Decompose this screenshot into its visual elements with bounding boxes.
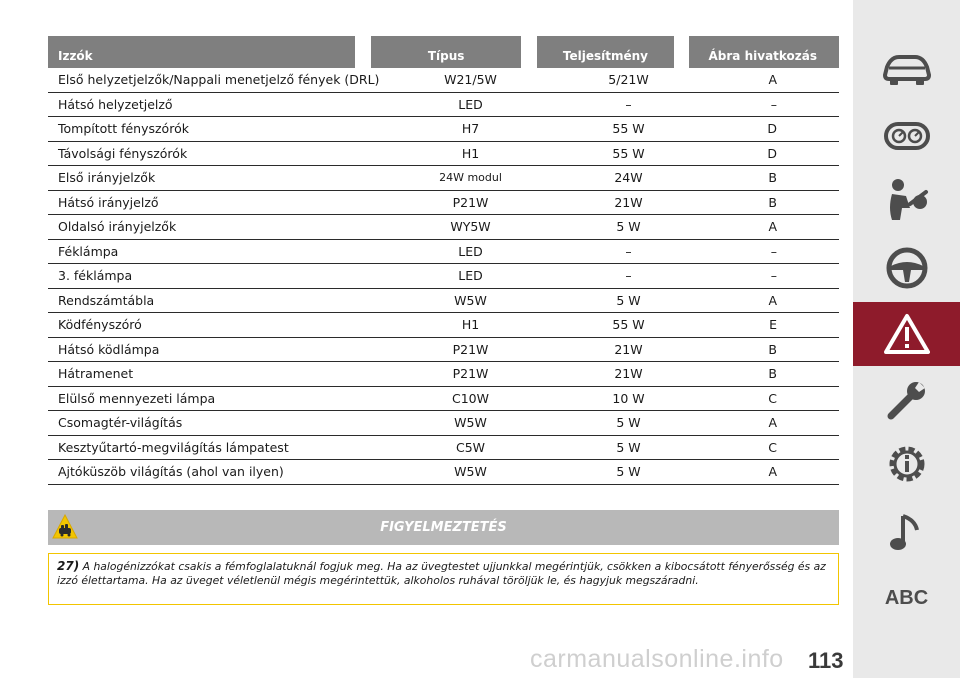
warning-triangle-icon: [884, 313, 930, 355]
figure-ref-cell: C: [768, 390, 777, 406]
warning-number: 27): [57, 559, 80, 573]
bulb-name-cell: Ajtóküszöb világítás (ahol van ilyen): [58, 464, 284, 480]
bulb-power-cell: 24W: [614, 170, 643, 186]
figure-ref-cell: –: [770, 96, 777, 112]
bulb-type-cell: C5W: [455, 439, 486, 455]
bulb-name-cell: Tompított fényszórók: [58, 121, 189, 137]
chapter-sidebar: [853, 0, 960, 678]
table-row: [48, 215, 839, 240]
bulb-name-cell: 3. féklámpa: [58, 268, 133, 284]
table-row: [48, 313, 839, 338]
table-row: [48, 166, 839, 191]
bulb-name-cell: Hátsó ködlámpa: [58, 341, 160, 357]
sidebar-item-dashboard[interactable]: [853, 104, 960, 168]
bulb-name-cell: Első irányjelzők: [58, 170, 156, 186]
bulb-type-cell: W5W: [454, 415, 487, 431]
figure-ref-cell: A: [768, 415, 777, 431]
bulb-power-cell: 21W: [614, 194, 643, 210]
figure-ref-cell: D: [767, 121, 777, 137]
table-row: [48, 142, 839, 167]
bulb-type-cell: C10W: [452, 390, 489, 406]
figure-ref-cell: –: [770, 243, 777, 259]
sidebar-item-safety[interactable]: [853, 168, 960, 232]
bulb-power-cell: 5 W: [616, 219, 641, 235]
car-icon: [881, 53, 933, 87]
figure-ref-cell: D: [767, 145, 777, 161]
bulb-type-cell: LED: [458, 243, 483, 259]
figure-ref-cell: B: [768, 341, 777, 357]
steering-wheel-icon: [885, 246, 929, 290]
bulb-power-cell: 55 W: [612, 121, 645, 137]
bulb-type-cell: P21W: [452, 366, 489, 382]
warning-hand-icon: [52, 514, 78, 540]
bulb-name-cell: Ködfényszóró: [58, 317, 142, 333]
figure-ref-cell: A: [768, 219, 777, 235]
figure-ref-cell: B: [768, 366, 777, 382]
info-gear-icon: [885, 442, 929, 486]
table-row: [48, 436, 839, 461]
bulb-name-cell: Elülső mennyezeti lámpa: [58, 390, 216, 406]
page-number: 113: [808, 648, 844, 673]
dashboard-gauges-icon: [884, 121, 930, 151]
wrench-icon: [885, 378, 929, 422]
bulb-power-cell: 55 W: [612, 317, 645, 333]
figure-ref-cell: E: [769, 317, 777, 333]
figure-ref-cell: B: [768, 170, 777, 186]
table-header: [48, 36, 839, 68]
bulb-name-cell: Féklámpa: [58, 243, 119, 259]
warning-text: A halogénizzókat csakis a fémfoglalatuknál fogjuk meg. Ha az üvegtestet ujjunkkal megérintjük, csökken a kibocsátott fényerősség és az izzó élettartama. Ha az üveget véletlenül mégis megérintettük, alkoholos ruhával töröljük le, és hagyjuk megszáradni.: [57, 560, 826, 587]
table-row: [48, 93, 839, 118]
bulb-name-cell: Hátsó helyzetjelző: [58, 96, 173, 112]
bulb-type-cell: LED: [458, 96, 483, 112]
table-row: [48, 117, 839, 142]
bulb-type-cell: WY5W: [450, 219, 491, 235]
bulb-type-cell: W21/5W: [444, 72, 497, 88]
bulb-power-cell: 5 W: [616, 439, 641, 455]
figure-ref-cell: A: [768, 292, 777, 308]
bulb-table: [48, 36, 839, 485]
sidebar-item-index[interactable]: [853, 566, 960, 630]
bulb-power-cell: –: [625, 268, 632, 284]
header-figure-reference: Ábra hivatkozás: [689, 36, 839, 68]
bulb-type-cell: LED: [458, 268, 483, 284]
bulb-power-cell: 5 W: [616, 415, 641, 431]
sidebar-item-emergency[interactable]: [853, 302, 960, 366]
bulb-type-cell: W5W: [454, 464, 487, 480]
bulb-type-cell: W5W: [454, 292, 487, 308]
table-row: [48, 338, 839, 363]
table-body: [48, 68, 839, 485]
bulb-power-cell: 5 W: [616, 464, 641, 480]
bulb-power-cell: 55 W: [612, 145, 645, 161]
music-note-icon: [889, 510, 925, 554]
bulb-power-cell: –: [625, 96, 632, 112]
bulb-name-cell: Távolsági fényszórók: [58, 145, 188, 161]
figure-ref-cell: A: [768, 464, 777, 480]
bulb-name-cell: Első helyzetjelzők/Nappali menetjelző fények (DRL): [58, 72, 380, 88]
bulb-name-cell: Csomagtér-világítás: [58, 415, 183, 431]
bulb-type-cell: P21W: [452, 194, 489, 210]
table-row: [48, 191, 839, 216]
table-row: [48, 264, 839, 289]
bulb-power-cell: 21W: [614, 341, 643, 357]
bulb-type-cell: H1: [461, 145, 480, 161]
bulb-power-cell: 21W: [614, 366, 643, 382]
bulb-name-cell: Oldalsó irányjelzők: [58, 219, 177, 235]
abc-index-icon: ABC: [884, 586, 929, 609]
table-row: [48, 362, 839, 387]
bulb-power-cell: –: [625, 243, 632, 259]
table-row: [48, 240, 839, 265]
sidebar-item-multimedia[interactable]: [853, 500, 960, 564]
bulb-power-cell: 5/21W: [608, 72, 649, 88]
warning-header: [48, 510, 839, 545]
table-row: [48, 460, 839, 485]
figure-ref-cell: B: [768, 194, 777, 210]
bulb-type-cell: H7: [461, 121, 480, 137]
warning-title: FIGYELMEZTETÉS: [380, 520, 507, 535]
sidebar-item-technical-data[interactable]: [853, 432, 960, 496]
bulb-type-cell: 24W modul: [439, 171, 502, 185]
figure-ref-cell: C: [768, 439, 777, 455]
seatbelt-safety-icon: [884, 178, 930, 222]
table-row: [48, 411, 839, 436]
bulb-type-cell: P21W: [452, 341, 489, 357]
table-row: [48, 68, 839, 93]
header-bulbs: Izzók: [48, 36, 355, 68]
sidebar-item-driving[interactable]: [853, 236, 960, 300]
bulb-name-cell: Kesztyűtartó-megvilágítás lámpatest: [58, 439, 289, 455]
header-power: Teljesítmény: [537, 36, 674, 68]
table-row: [48, 289, 839, 314]
bulb-power-cell: 10 W: [612, 390, 645, 406]
table-row: [48, 387, 839, 412]
figure-ref-cell: A: [768, 72, 777, 88]
bulb-name-cell: Hátramenet: [58, 366, 134, 382]
sidebar-item-car[interactable]: [853, 38, 960, 102]
figure-ref-cell: –: [770, 268, 777, 284]
bulb-power-cell: 5 W: [616, 292, 641, 308]
bulb-name-cell: Rendszámtábla: [58, 292, 155, 308]
bulb-type-cell: H1: [461, 317, 480, 333]
warning-body: [48, 553, 839, 605]
watermark: carmanualsonline.info: [530, 645, 784, 673]
header-type: Típus: [371, 36, 522, 68]
sidebar-item-maintenance[interactable]: [853, 368, 960, 432]
bulb-name-cell: Hátsó irányjelző: [58, 194, 159, 210]
